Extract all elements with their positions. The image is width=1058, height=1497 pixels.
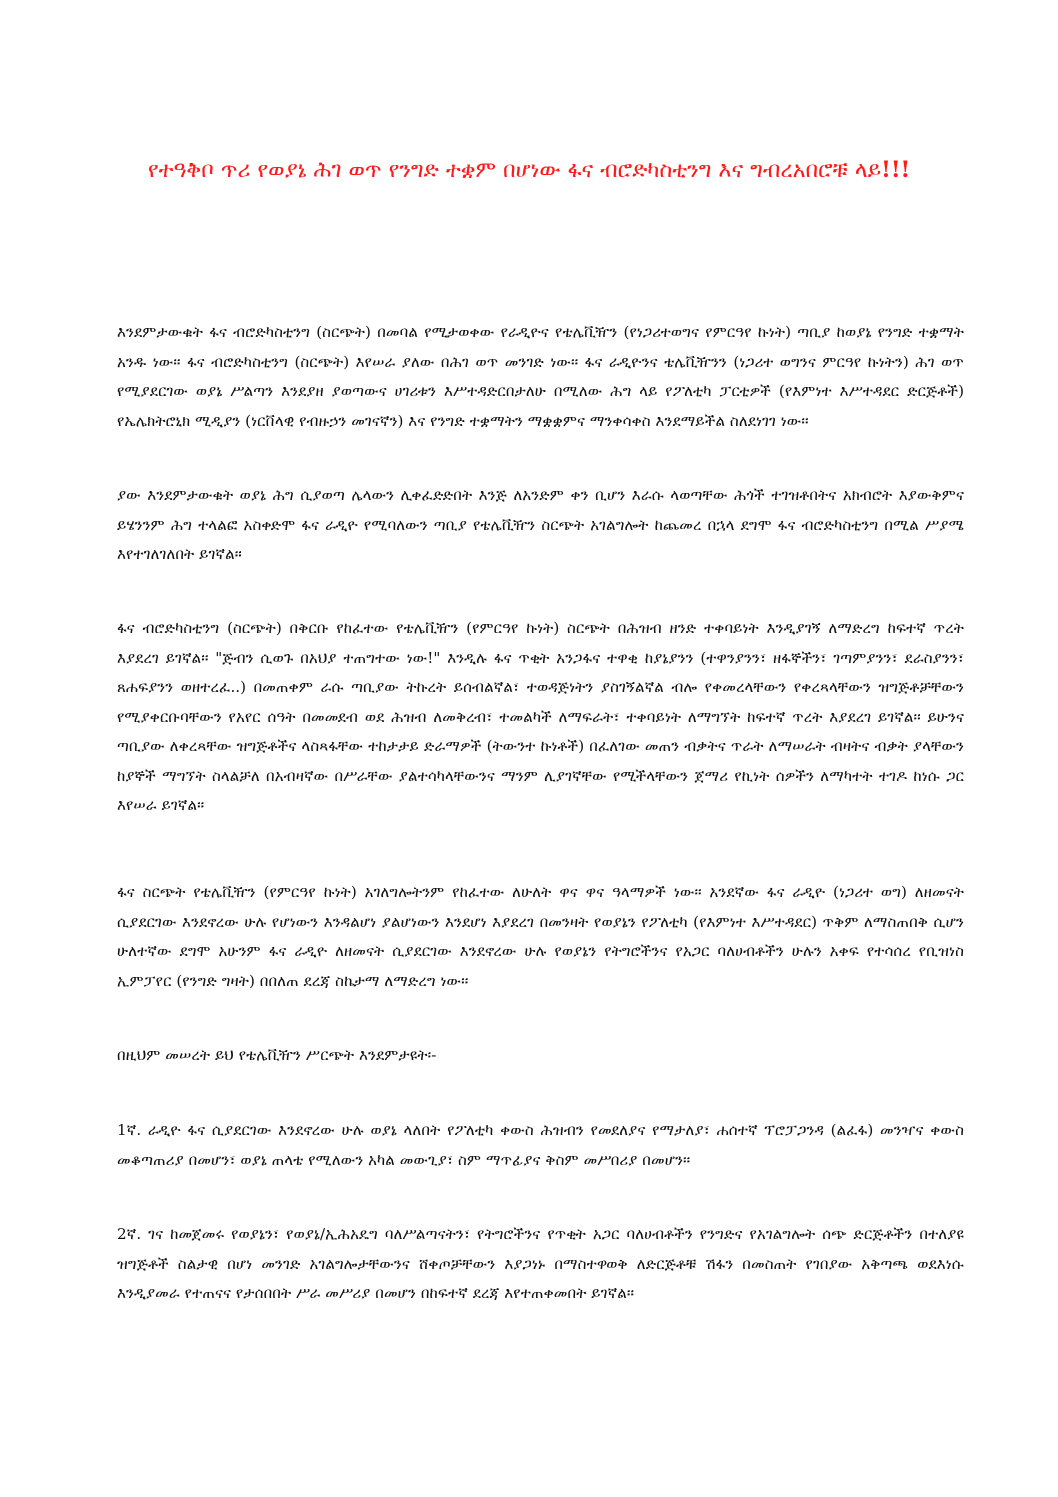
document-title [100,148,958,193]
paragraph-purposes: ፋና ስርጭት የቴሌቪዥን (የምርዓየ ኩነት) አገለግሎትንም የከፈተው ለሁለት ዋና ዋና ዓላማዎች ነው፡፡ አንደኛው ፋና ራዲዮ (ነጋሪተ ወግ) ለዘመናት ሲያደርገው እንደኖረው ሁሉ የሆነውን እንዳልሆነ ያልሆነውን እንደሆነ እያደረገ በመንዛት የወያኔን የፖለቲካ (የእምነተ እሥተዳደር) ጥቅም ለማስጠበቅ ሲሆን ሁለተኛው ደግሞ አሁንም ፋና ራዲዮ ለዘመናት ሲያደርገው እንደኖረው ሁሉ የወያኔን የትግሮችንና የአጋር ባለሀብቶችን ሁሉን አቀፍ የተሳሰረ የቢዝነስ ኢምፓየር (የንግድ ግዛት) በበለጠ ደረጃ ስኬታማ ለማድረግ ነው፡፡ [117,883,964,990]
title-text: የተዓቅቦ ጥሪ የወያኔ ሕገ ወጥ የንግድ ተቋም በሆነው ፋና ብሮድካስቲንግ እና ግብረአበሮቹ ላይ [147,158,882,183]
paragraph-intro: እንደምታውቁት ፋና ብሮድካስቲንግ (ስርጭት) በመባል የሚታወቀው የራዲዮና የቴሌቪዥን (የነጋሪተወግና የምርዓየ ኩነት) ጣቢያ ከወያኔ የንግድ ተቋማት አንዱ ነው፡፡ ፋና ብሮድካስቲንግ (ስርጭት) እየሠራ ያለው በሕገ ወጥ መንገድ ነው፡፡ ፋና ራዲዮንና ቴሌቪዥንን (ነጋሪተ ወግንና ምርዓየ ኩነትን) ሕገ ወጥ የሚያደርገው ወያኔ ሥልጣን እንደያዘ ያወጣውና ሀገሪቱን እሥተዳድርበታለሁ በሚለው ሕግ ላይ የፖለቲካ ፓርቲዎች (የእምነተ እሥተዳደር ድርጅቶች) የኤሌክትሮኒክ ሚዲያን (ነርቨላዊ የብዙኃን መገናኛን) እና የንግድ ተቋማትን ማቋቋምና ማንቀሳቀስ እንደማይችል ስለደነገገ ነው፡፡ [117,323,964,430]
paragraph-law-violation: ያው እንደምታውቁት ወያኔ ሕግ ሲያወጣ ሌላውን ሊቀፈድድበት እንጅ ለአንድም ቀን ቢሆን እራሱ ላወጣቸው ሕጎች ተገዝቶበትና አክብሮት እያውቅምና ይሄንንም ሕግ ተላልፎ አስቀድሞ ፋና ራዲዮ የሚባለውን ጣቢያ የቴሌቪዥን ስርጭት አገልግሎት ከጨመረ በኋላ ደግሞ ፋና ብሮድካስቲንግ በሚል ሥያሜ እየተገለገለበት ይገኛል፡፡ [117,486,964,563]
paragraph-point-two: 2ኛ. ገና ከመጀመሩ የወያኔን፣ የወያኔ/ኢሕአዴግ ባለሥልጣናትን፣ የትግሮችንና የጥቂት አጋር ባለሀብቶችን የንግድና የአገልግሎት ሰጭ ድርጅቶችን በተለያዩ ዝግጅቶች ስልታዊ በሆነ መንገድ አገልግሎታቸውንና ሸቀጦቻቸውን እያጋነኑ በማስተዋወቅ ለድርጅቶቹ ሽፋን በመስጠት የገበያው አቅጣጫ ወደእነሱ እንዲያመራ የተጠናና የታሰበበት ሥራ መሥሪያ በመሆን በከፍተኛ ደረጃ እየተጠቀመበት ይገኛል፡፡ [117,1225,964,1302]
paragraph-lead-in: በዚህም መሠረት ይህ የቴሌቪዥን ሥርጭት እንደምታዩት፡- [117,1046,437,1064]
paragraph-tv-broadcast: ፋና ብሮድካስቲንግ (ስርጭት) በቅርቡ የከፈተው የቴሌቪዥን (የምርዓየ ኩነት) ስርጭት በሕዝብ ዘንድ ተቀባይነት እንዲያገኝ ለማድረግ ከፍተኛ ጥረት እያደረገ ይገኛል፡፡ "ጅብን ሲወጉ በአህያ ተጠግተው ነው!" እንዲሉ ፋና ጥቂት አንጋፋና ተዋቂ ከያኔያንን (ተዋንያንን፣ ዘፋኞችን፣ ገጣምያንን፣ ደራስያንን፣ ጸሐፍያንን ወዘተረፈ..) በመጠቀም ራሱ ጣቢያው ትኩረት ይሰብልኛል፣ ተወዳጅነትን ያስገኝልኛል ብሎ የቀመረላቸውን የቀረጻላቸውን ዝግጅቶቻቸውን የሚያቀርቡባቸውን የአየር ሰዓት በመመደብ ወደ ሕዝብ ለመቅረብ፣ ተመልካች ለማፍራት፣ ተቀባይነት ለማግኘት ከፍተኛ ጥረት እያደረገ ይገኛል፡፡ ይሁንና ጣቢያው ለቀረጻቸው ዝግጅቶችና ላስጻፋቸው ተከታታይ ድራማዎች (ትውንተ ኩነቶች) በፈለገው መጠን ብቃትና ጥራት ለማሠራት ብዛትና ብቃት ያላቸውን ከያኞች ማግኘት ስላልቻለ በአብዛኛው በሥራቸው ያልተሳካላቸውንና ማንም ሊያገኛቸው የሚችላቸውን ጀማሪ የኪነት ሰዎችን ለማካተት ተገዶ ከነሱ ጋር እየሠራ ይገኛል፡፡ [117,619,964,814]
title-emphasis: !!! [881,157,911,183]
paragraph-point-one: 1ኛ. ራዲዮ ፋና ሲያደርገው እንደኖረው ሁሉ ወያኔ ላለበት የፖለቲካ ቀውስ ሕዝብን የመደለያና የማታለያ፣ ሐሰተኛ ፕሮፓጋንዳ (ልፈፋ) መንዣና ቀውስ መቆጣጠሪያ በመሆን፣ ወያኔ ጠላቴ የሚለውን አካል መውጊያ፣ ስም ማጥፊያና ቅስም መሥበሪያ በመሆን፡፡ [117,1121,964,1169]
